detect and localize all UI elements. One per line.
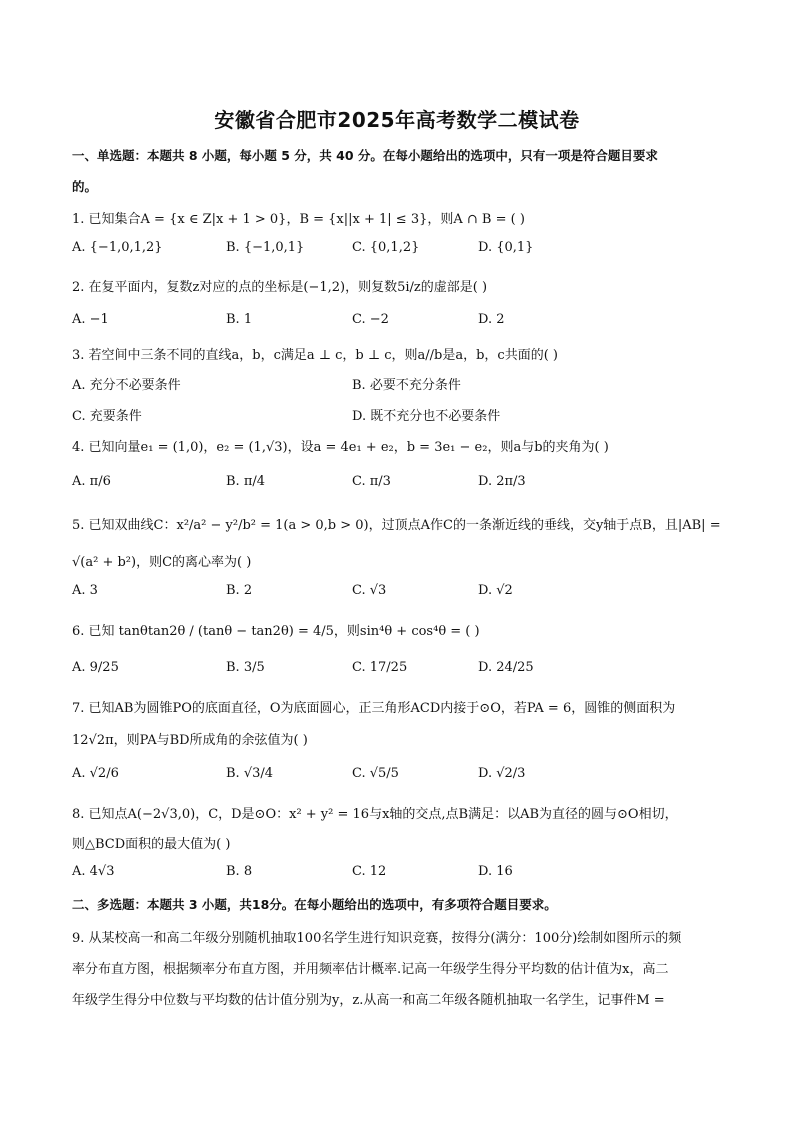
question-9-stem-line3: 年级学生得分中位数与平均数的估计值分别为y，z.从高一和高二年级各随机抽取一名学生，记事件M = [72, 993, 665, 1008]
question-1-option-d: D. {0,1} [478, 240, 534, 255]
question-3-stem: 3. 若空间中三条不同的直线a，b，c满足a ⊥ c，b ⊥ c，则a//b是a，b，c共面的( ) [72, 348, 558, 363]
question-7-option-a: A. √2/6 [72, 766, 119, 781]
question-5-option-b: B. 2 [226, 583, 253, 598]
question-3-option-c: C. 充要条件 [72, 409, 142, 424]
question-1-stem: 1. 已知集合A = {x ∈ Z|x + 1 > 0}，B = {x||x + 1| ≤ 3}，则A ∩ B = ( ) [72, 212, 525, 227]
question-5-option-a: A. 3 [72, 583, 98, 598]
question-4-option-a: A. π/6 [72, 474, 111, 489]
question-4-option-d: D. 2π/3 [478, 474, 526, 489]
question-3-option-b: B. 必要不充分条件 [352, 378, 461, 393]
question-4-stem: 4. 已知向量e₁ = (1,0)，e₂ = (1,√3)，设a = 4e₁ + e₂，b = 3e₁ − e₂，则a与b的夹角为( ) [72, 440, 609, 455]
question-8-option-a: A. 4√3 [72, 864, 115, 879]
question-7-stem-line1: 7. 已知AB为圆锥PO的底面直径，O为底面圆心，正三角形ACD内接于⊙O，若PA = 6，圆锥的侧面积为 [72, 701, 676, 716]
question-8-option-b: B. 8 [226, 864, 253, 879]
question-6-option-c: C. 17/25 [352, 660, 408, 675]
question-8-option-d: D. 16 [478, 864, 513, 879]
question-5-stem-line2: √(a² + b²)，则C的离心率为( ) [72, 555, 252, 570]
question-5-stem-line1: 5. 已知双曲线C：x²/a² − y²/b² = 1(a > 0,b > 0)，过顶点A作C的一条渐近线的垂线，交y轴于点B，且|AB| = [72, 518, 721, 533]
section1-heading-line2: 的。 [72, 179, 98, 194]
question-9-stem-line2: 率分布直方图，根据频率分布直方图，并用频率估计概率.记高一年级学生得分平均数的估计值为x，高二 [72, 962, 669, 977]
question-2-option-b: B. 1 [226, 312, 253, 327]
question-6-stem: 6. 已知 tanθtan2θ / (tanθ − tan2θ) = 4/5，则sin⁴θ + cos⁴θ = ( ) [72, 624, 480, 639]
question-2-stem: 2. 在复平面内，复数z对应的点的坐标是(−1,2)，则复数5i/z的虚部是( ) [72, 280, 488, 295]
question-4-option-b: B. π/4 [226, 474, 266, 489]
question-2-option-a: A. −1 [72, 312, 109, 327]
question-7-option-c: C. √5/5 [352, 766, 399, 781]
question-6-option-a: A. 9/25 [72, 660, 119, 675]
question-7-stem-line2: 12√2π，则PA与BD所成角的余弦值为( ) [72, 733, 308, 748]
question-5-option-d: D. √2 [478, 583, 513, 598]
question-5-option-c: C. √3 [352, 583, 387, 598]
question-1-option-c: C. {0,1,2} [352, 240, 420, 255]
question-6-option-b: B. 3/5 [226, 660, 265, 675]
question-9-stem-line1: 9. 从某校高一和高二年级分别随机抽取100名学生进行知识竞赛，按得分(满分：100分)绘制如图所示的频 [72, 931, 682, 946]
question-7-option-d: D. √2/3 [478, 766, 526, 781]
question-3-option-d: D. 既不充分也不必要条件 [352, 409, 501, 424]
section2-heading: 二、多选题：本题共 3 小题，共18分。在每小题给出的选项中，有多项符合题目要求。 [72, 897, 557, 912]
question-8-stem-line1: 8. 已知点A(−2√3,0)，C，D是⊙O：x² + y² = 16与x轴的交点,点B满足：以AB为直径的圆与⊙O相切， [72, 807, 678, 822]
question-4-option-c: C. π/3 [352, 474, 391, 489]
question-8-option-c: C. 12 [352, 864, 387, 879]
question-1-option-b: B. {−1,0,1} [226, 240, 305, 255]
question-2-option-d: D. 2 [478, 312, 505, 327]
question-8-stem-line2: 则△BCD面积的最大值为( ) [72, 837, 231, 852]
question-6-option-d: D. 24/25 [478, 660, 534, 675]
question-1-option-a: A. {−1,0,1,2} [72, 240, 163, 255]
question-2-option-c: C. −2 [352, 312, 389, 327]
section1-heading-line1: 一、单选题：本题共 8 小题，每小题 5 分，共 40 分。在每小题给出的选项中，只有一项是符合题目要求 [72, 148, 658, 163]
page-title: 安徽省合肥市2025年高考数学二模试卷 [214, 108, 580, 132]
question-3-option-a: A. 充分不必要条件 [72, 378, 181, 393]
question-7-option-b: B. √3/4 [226, 766, 274, 781]
